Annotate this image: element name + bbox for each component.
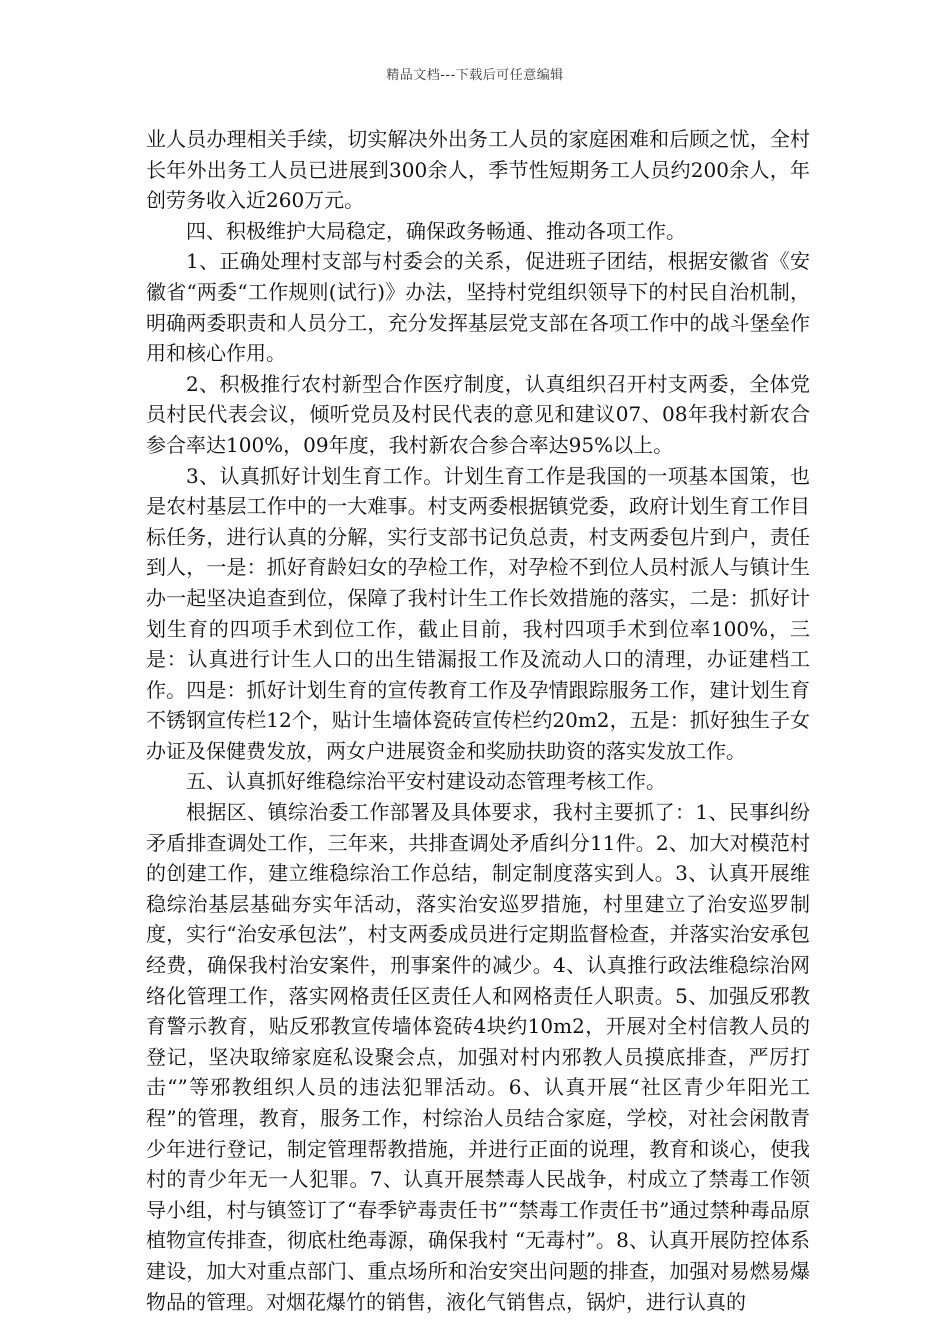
paragraph-continuation: 业人员办理相关手续，切实解决外出务工人员的家庭困难和后顾之忧，全村长年外出务工人员已进展到300余人，季节性短期务工人员约200余人，年创劳务收入近260万元。	[146, 127, 810, 213]
paragraph-item-2: 2、积极推行农村新型合作医疗制度，认真组织召开村支两委，全体党员村民代表会议，倾听党员及村民代表的意见和建议07、08年我村新农合参合率达100%，09年度，我村新农合参合率达95%以上。	[146, 371, 810, 457]
document-body	[146, 124, 810, 1317]
page-header: 精品文档---下载后可任意编辑	[386, 68, 564, 83]
section-heading-5: 五、认真抓好维稳综治平安村建设动态管理考核工作。	[186, 769, 666, 794]
paragraph-item-3: 3、认真抓好计划生育工作。计划生育工作是我国的一项基本国策，也是农村基层工作中的一大难事。村支两委根据镇党委，政府计划生育工作目标任务，进行认真的分解，实行支部书记负总责，村支两委包片到户，责任到人，一是：抓好育龄妇女的孕检工作，对孕检不到位人员村派人与镇计生办一起坚决追查到位，保障了我村计生工作长效措施的落实，二是：抓好计划生育的四项手术到位工作，截止目前，我村四项手术到位率100%，三是：认真进行计生人口的出生错漏报工作及流动人口的清理，办证建档工作。四是：抓好计划生育的宣传教育工作及孕情跟踪服务工作，建计划生育不锈钢宣传栏12个，贴计生墙体瓷砖宣传栏约20m2，五是：抓好独生子女办证及保健费发放，两女户进展资金和奖励扶助资的落实发放工作。	[146, 463, 810, 763]
paragraph-section-5-body: 根据区、镇综治委工作部署及具体要求，我村主要抓了：1、民事纠纷矛盾排查调处工作，三年来，共排查调处矛盾纠分11件。2、加大对模范村的创建工作，建立维稳综治工作总结，制定制度落实到人。3、认真开展维稳综治基层基础夯实年活动，落实治安巡罗措施，村里建立了治安巡罗制度，实行“治安承包法”，村支两委成员进行定期监督检查，并落实治安承包经费，确保我村治安案件，刑事案件的减少。4、认真推行政法维稳综治网络化管理工作，落实网格责任区责任人和网格责任人职责。5、加强反邪教育警示教育，贴反邪教宣传墙体瓷砖4块约10m2，开展对全村信教人员的登记，坚决取缔家庭私设聚会点，加强对村内邪教人员摸底排查，严厉打击“”等邪教组织人员的违法犯罪活动。6、认真开展“社区青少年阳光工程”的管理，教育，服务工作，村综治人员结合家庭，学校，对社会闲散青少年进行登记，制定管理帮教措施，并进行正面的说理，教育和谈心，使我村的青少年无一人犯罪。7、认真开展禁毒人民战争，村成立了禁毒工作领导小组，村与镇签订了“春季铲毒责任书”“禁毒工作责任书”通过禁种毒品原植物宣传排查，彻底杜绝毒源，确保我村 “无毒村”。8、认真开展防控体系建设，加大对重点部门、重点场所和治安突出问题的排查，加强对易燃易爆物品的管理。对烟花爆竹的销售，液化气销售点，锅炉，进行认真的	[146, 800, 810, 1314]
section-heading-4: 四、积极维护大局稳定，确保政务畅通、推动各项工作。	[186, 218, 686, 243]
paragraph-item-1: 1、正确处理村支部与村委会的关系，促进班子团结，根据安徽省《安徽省“两委“工作规则(试行)》办法，坚持村党组织领导下的村民自治机制，明确两委职责和人员分工，充分发挥基层党支部在各项工作中的战斗堡垒作用和核心作用。	[146, 249, 810, 366]
